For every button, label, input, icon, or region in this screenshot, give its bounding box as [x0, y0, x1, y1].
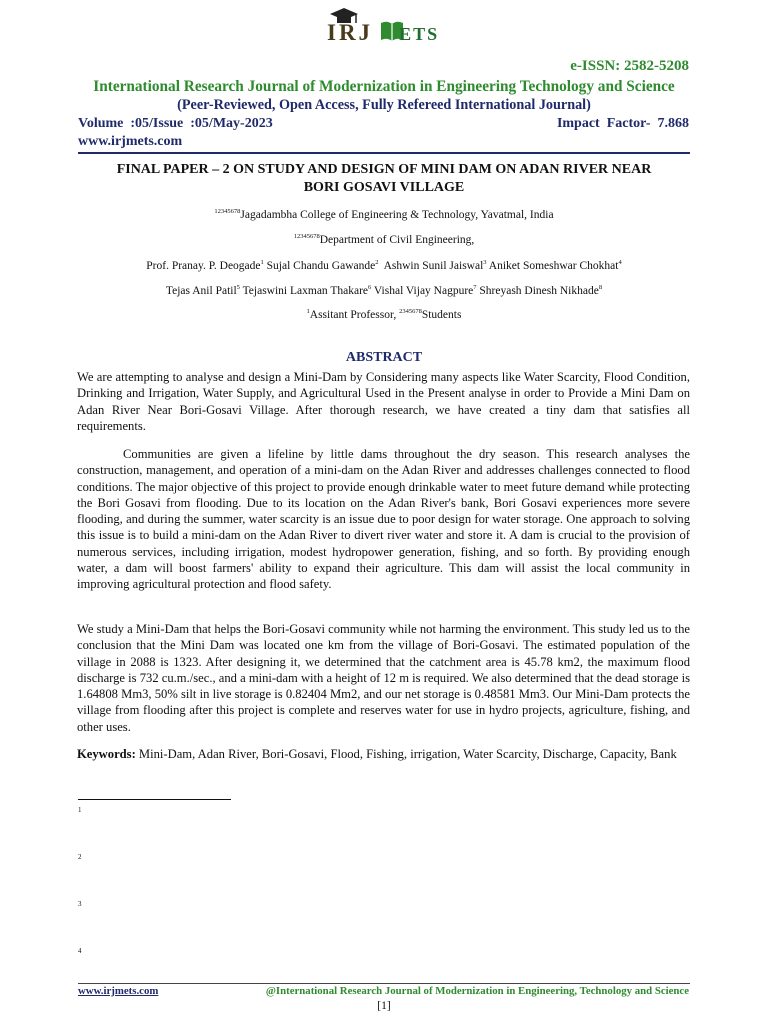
journal-title: International Research Journal of Modernization in Engineering Technology and Science: [93, 78, 675, 95]
footnote-marker: 3: [78, 900, 82, 908]
header-divider: [78, 152, 690, 154]
author-name: Ashwin Sunil Jaiswal: [378, 259, 484, 272]
keywords-label: Keywords:: [77, 747, 136, 761]
issn: e-ISSN: 2582-5208: [570, 58, 689, 74]
header-website: www.irjmets.com: [78, 134, 183, 149]
footnote-divider: [78, 799, 231, 800]
abstract-paragraph-2: Communities are given a lifeline by little dams throughout the dry season. This research analyses the construction, management, and operation of a mini-dam on the Adan River and addresses challenges connected to flood conditions. The major objective of this project to provide enough drinkable water to meet future demand while protecting the Bori Gosavi from flooding. Due to its location on the Adan River's bank, Bori Gosavi experiences more severe flooding, and during the summer, water scarcity is an issue due to poor design for water storage. One approach to solving this issue is to build a mini-dam on the Adan River to divert river water and store it. A dam is crucial to the provision of numerous services, including irrigation, modest hydropower generation, fishing, and so forth. By providing enough water, a dam will boost farmers' ability to expand their agriculture. This dam will assist the local community in improving agricultural protection and flood safety.: [77, 447, 690, 592]
keywords: [77, 746, 690, 762]
author-name: Prof. Pranay. P. Deogade: [146, 259, 261, 272]
footnote-marker: 2: [78, 853, 82, 861]
footnote-marker: 4: [78, 947, 82, 955]
abstract-paragraph-1: We are attempting to analyse and design a Mini-Dam by Considering many aspects like Water Scarcity, Flood Condition, Drinking and Irrigation, Water Supply, and Agricultural Used in the Present analyse in order to Provide a Mini Dam on Adan River Near Bori-Gosavi Village. After thorough research, we have created a tiny dam that satisfies all requirements.: [77, 370, 690, 433]
keywords-list: Mini-Dam, Adan River, Bori-Gosavi, Flood, Fishing, irrigation, Water Scarcity, Discharge, Capacity, Bank: [135, 747, 677, 761]
logo-wordmark: IRJ ETS: [327, 20, 440, 45]
paper-title: [78, 161, 690, 197]
author-name: Vishal Vijay Nagpure: [371, 284, 474, 297]
journal-logo: [327, 6, 462, 64]
paper-title-line-2: BORI GOSAVI VILLAGE: [303, 180, 465, 195]
volume-issue: Volume :05/Issue :05/May-2023: [78, 116, 273, 131]
abstract-paragraph-3: We study a Mini-Dam that helps the Bori-Gosavi community while not harming the environment. This study led us to the conclusion that the Mini Dam was located one km from the village of Bori-Gosavi. The estimated population of the village in 2088 is 1323. After designing it, we determined that the catchment area is 45.78 km2, the maximum flood discharge is 732 cu.m./sec., and a mini-dam with a height of 12 m is required. We also determined that the dead storage is 1.64808 Mm3, 50% silt in live storage is 0.82404 Mm2, and our net storage is 0.48581 Mm3. Our Mini-Dam protects the village from flooding after this project is complete and reserves water for use in hydro projects, agriculture, fishing, and other uses.: [77, 622, 691, 734]
author-name: Tejas Anil Patil: [165, 284, 237, 297]
author-name: Sujal Chandu Gawande: [263, 259, 376, 272]
author-name: Aniket Someshwar Chokhat: [486, 259, 619, 272]
footnote-marker: 1: [78, 806, 82, 814]
impact-factor: Impact Factor- 7.868: [556, 116, 689, 131]
authors-line-2: Tejas Anil Patil$^5$ Tejaswini Laxman Thakare$^6$ Vishal Vijay Nagpure$^7$ Shreyash Dinesh Nikhade$^8$: [165, 284, 603, 297]
footer-divider: [78, 983, 690, 984]
paper-title-line-1: FINAL PAPER – 2 ON STUDY AND DESIGN OF MINI DAM ON ADAN RIVER NEAR: [116, 162, 652, 177]
footer-website-link[interactable]: www.irjmets.com: [78, 985, 159, 997]
author-roles: $^1$Assitant Professor, $^{2345678}$Students: [306, 308, 462, 321]
author-name: Tejaswini Laxman Thakare: [239, 284, 369, 297]
authors-line-1: Prof. Pranay. P. Deogade$^1$ Sujal Chandu Gawande$^2$ Ashwin Sunil Jaiswal$^3$ Aniket Someshwar Chokhat$^4$: [146, 259, 622, 272]
page-number: [1]: [377, 1000, 391, 1012]
affiliation: $^{12345678}$Jagadambha College of Engineering & Technology, Yavatmal, India: [214, 208, 554, 221]
peer-review-note: (Peer-Reviewed, Open Access, Fully Refereed International Journal): [177, 97, 591, 113]
department: $^{12345678}$Department of Civil Engineering,: [293, 233, 475, 246]
abstract-heading: ABSTRACT: [345, 350, 423, 365]
footer-journal-name: @International Research Journal of Modernization in Engineering, Technology and Science: [265, 985, 689, 997]
author-name: Shreyash Dinesh Nikhade: [476, 284, 599, 297]
